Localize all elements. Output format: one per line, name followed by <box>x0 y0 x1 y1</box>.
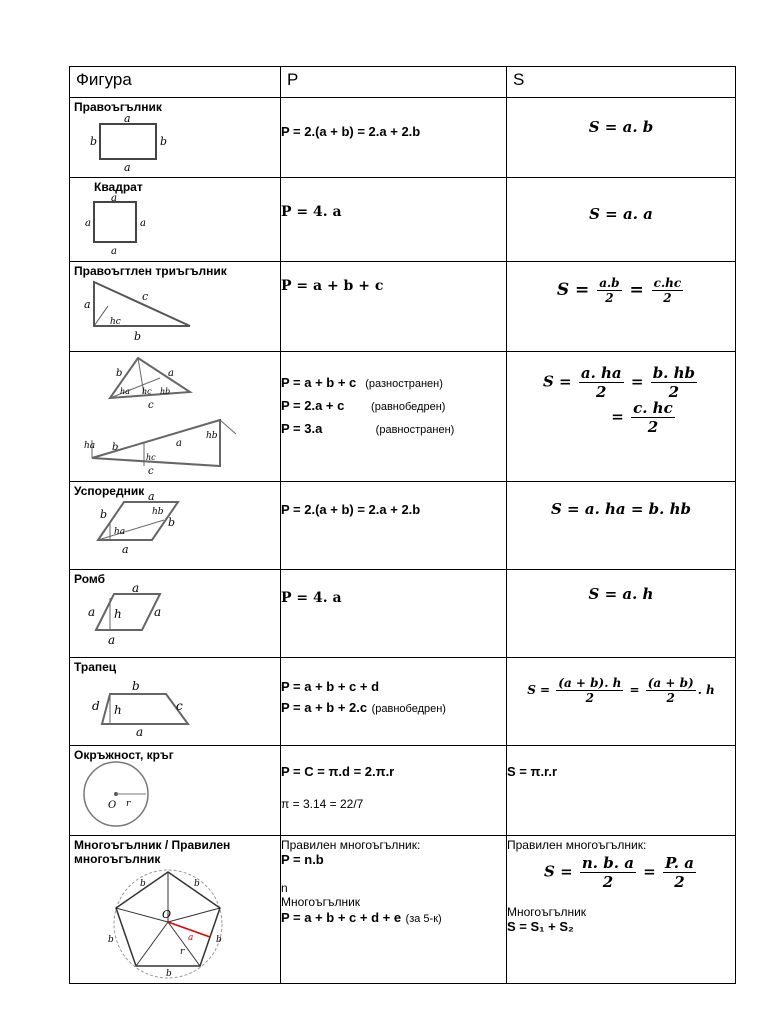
fraction-denominator: 2 <box>647 418 659 436</box>
svg-text:b: b <box>140 879 146 889</box>
svg-text:b: b <box>194 879 200 889</box>
area-fraction <box>579 364 624 401</box>
perimeter-cell-rhombus <box>281 570 507 658</box>
label-b: b <box>90 135 98 148</box>
svg-text:c: c <box>142 290 149 303</box>
perimeter-formula: P = a + b + c <box>281 375 357 390</box>
svg-text:a: a <box>148 490 155 503</box>
area-cell-polygon <box>507 836 736 984</box>
svg-text:hb: hb <box>206 431 218 441</box>
figure-cell-square <box>70 178 281 262</box>
area-fraction <box>652 276 684 305</box>
area-cell-trapezoid <box>507 658 736 746</box>
row-parallelogram <box>70 482 736 570</box>
svg-text:a: a <box>85 218 91 229</box>
area-lhs: S = <box>544 862 573 881</box>
header-area: S <box>507 67 736 98</box>
svg-text:a: a <box>140 218 146 229</box>
area-lhs: S = <box>542 372 572 391</box>
svg-text:hc: hc <box>110 317 121 327</box>
perimeter-formula: P = 4. a <box>281 204 342 220</box>
triangle-type-note: (разностранен) <box>365 378 443 390</box>
area-formula-polygon: S = S₁ + S₂ <box>507 919 574 934</box>
row-rhombus <box>70 570 736 658</box>
triangle-type-note: (равнобедрен) <box>371 401 446 413</box>
area-fraction <box>651 364 697 401</box>
rhombus-figure <box>70 581 266 652</box>
area-formula: S = a. h <box>588 585 654 603</box>
area-formula: S = a. b <box>588 118 654 136</box>
polygon-note: (за 5-к) <box>405 913 442 925</box>
figure-cell-polygon <box>70 836 281 984</box>
perimeter-formula: P = 2.(a + b) = 2.a + 2.b <box>281 502 421 517</box>
area-lhs: S = <box>527 683 551 697</box>
figure-name: Ромб <box>74 572 106 586</box>
svg-text:c: c <box>148 466 154 477</box>
fraction-numerator: a.b <box>599 276 620 290</box>
label-b: b <box>160 135 168 148</box>
trapezoid-figure <box>70 674 266 740</box>
perimeter-formula-regular: P = n.b <box>281 852 324 867</box>
svg-text:b: b <box>116 368 123 379</box>
perimeter-equilateral <box>281 418 506 441</box>
perimeter-cell-circle <box>281 746 507 836</box>
variable-n: n <box>281 881 288 895</box>
svg-text:b: b <box>216 935 222 945</box>
fraction-denominator: 2 <box>596 383 607 401</box>
fraction-denominator: 2 <box>605 291 614 305</box>
svg-text:b: b <box>168 516 176 529</box>
perimeter-cell-trapezoid <box>281 658 507 746</box>
equals-sign: = <box>630 372 644 391</box>
perimeter-formula: P = 4. a <box>281 590 342 606</box>
perimeter-formula: P = a + b + c + d + e <box>281 910 402 925</box>
svg-text:a: a <box>154 605 162 619</box>
svg-text:O: O <box>108 800 117 811</box>
square-figure <box>70 194 266 256</box>
figure-cell-rhombus <box>70 570 281 658</box>
fraction-numerator: c.hc <box>653 276 682 290</box>
fraction-numerator: b. hb <box>652 364 696 382</box>
area-cell-parallelogram <box>507 482 736 570</box>
area-fraction <box>646 676 696 705</box>
figure-cell-triangle <box>70 352 281 482</box>
pentagon-figure <box>70 866 266 978</box>
figure-name: Многоъгълник / Правилен многоъгълник <box>74 838 231 866</box>
perimeter-formula: P = a + b + 2.c <box>281 700 368 715</box>
svg-text:hc: hc <box>146 453 156 462</box>
area-formula-continued <box>553 399 735 436</box>
figure-cell-circle <box>70 746 281 836</box>
regular-polygon-label: Правилен многоъгълник: <box>507 838 647 852</box>
fraction-numerator: a. ha <box>580 364 622 382</box>
svg-text:a: a <box>176 438 182 449</box>
area-cell-right-triangle <box>507 262 736 352</box>
svg-text:b: b <box>108 935 114 945</box>
svg-text:a: a <box>111 193 117 204</box>
perimeter-formula: P = a + b + c <box>281 278 384 294</box>
figure-name: Окръжност, кръг <box>74 748 174 762</box>
figure-name: Трапец <box>74 660 117 674</box>
fraction-numerator: (a + b) <box>647 676 694 690</box>
area-cell-rhombus <box>507 570 736 658</box>
circle-figure <box>70 762 266 830</box>
area-cell-circle <box>507 746 736 836</box>
area-formula <box>507 276 735 305</box>
perimeter-formula-polygon-line <box>281 909 506 927</box>
row-trapezoid <box>70 658 736 746</box>
perimeter-formula: P = 2.a + c <box>281 398 345 413</box>
svg-text:b: b <box>100 508 108 521</box>
perimeter-cell-rectangle <box>281 98 507 178</box>
fraction-numerator: P. a <box>664 854 694 872</box>
perimeter-cell-parallelogram <box>281 482 507 570</box>
right-triangle-figure <box>70 278 266 346</box>
svg-text:b: b <box>112 442 119 453</box>
area-formula: S = π.r.r <box>507 764 558 779</box>
svg-text:ha: ha <box>120 387 130 396</box>
svg-text:a: a <box>84 298 91 311</box>
fraction-denominator: 2 <box>585 691 594 705</box>
svg-text:c: c <box>176 699 183 713</box>
equals-sign: = <box>643 862 656 881</box>
row-circle <box>70 746 736 836</box>
area-cell-square <box>507 178 736 262</box>
label-a: a <box>124 161 131 174</box>
perimeter-isosceles-trapezoid <box>281 697 506 720</box>
area-fraction <box>597 276 621 305</box>
perimeter-formula: P = a + b + c + d <box>281 679 380 694</box>
svg-text:b: b <box>132 679 140 693</box>
formula-table <box>69 66 736 984</box>
area-fraction <box>556 676 623 705</box>
label-a: a <box>124 112 131 125</box>
figure-name: Успоредник <box>74 484 145 498</box>
svg-text:hb: hb <box>160 387 171 396</box>
regular-polygon-label: Правилен многоъгълник: <box>281 838 421 852</box>
figure-name: Правоъгтлен триъгълник <box>74 264 227 278</box>
header-row <box>70 67 736 98</box>
triangle-type-note: (равностранен) <box>375 424 455 436</box>
area-cell-rectangle <box>507 98 736 178</box>
svg-text:hb: hb <box>152 507 164 517</box>
svg-text:a: a <box>108 633 116 647</box>
figure-cell-parallelogram <box>70 482 281 570</box>
area-fraction <box>663 854 696 891</box>
svg-text:O: O <box>162 908 172 921</box>
row-triangle <box>70 352 736 482</box>
perimeter-formula: P = 2.(a + b) = 2.a + 2.b <box>281 124 421 139</box>
fraction-denominator: 2 <box>602 873 614 891</box>
equals-sign: = <box>629 280 644 300</box>
svg-text:a: a <box>168 368 174 379</box>
figure-cell-trapezoid <box>70 658 281 746</box>
trapezoid-type-note: (равнобедрен) <box>371 703 446 715</box>
area-formula-regular <box>507 854 735 891</box>
row-square <box>70 178 736 262</box>
area-formula: S = a. a <box>589 205 653 223</box>
rectangle-figure <box>70 114 266 172</box>
svg-text:b: b <box>166 969 172 979</box>
perimeter-cell-square <box>281 178 507 262</box>
svg-text:r: r <box>126 799 131 809</box>
svg-text:h: h <box>114 703 122 717</box>
fraction-numerator: (a + b). h <box>558 676 622 690</box>
polygon-label: Многоъгълник <box>507 905 587 919</box>
header-figure: Фигура <box>70 67 281 98</box>
equals-sign: = <box>629 683 640 697</box>
svg-text:ha: ha <box>84 441 96 451</box>
svg-text:a: a <box>88 605 96 619</box>
fraction-denominator: 2 <box>668 383 680 401</box>
fraction-denominator: 2 <box>674 873 685 891</box>
perimeter-formula: P = C = π.d = 2.π.r <box>281 764 395 779</box>
area-tail: . h <box>697 683 715 697</box>
svg-text:a: a <box>111 246 117 257</box>
figure-name: Правоъгълник <box>74 100 162 114</box>
area-formula: S = a. ha = b. hb <box>551 500 691 518</box>
row-right-triangle <box>70 262 736 352</box>
perimeter-cell-polygon <box>281 836 507 984</box>
area-cell-triangle <box>507 352 736 482</box>
svg-text:r: r <box>180 947 185 957</box>
svg-text:c: c <box>148 400 154 411</box>
svg-text:ha: ha <box>114 527 126 537</box>
row-rectangle <box>70 98 736 178</box>
svg-text:hc: hc <box>142 387 152 396</box>
fraction-denominator: 2 <box>666 691 675 705</box>
svg-text:a: a <box>188 933 194 943</box>
figure-name: Квадрат <box>94 180 143 194</box>
triangle-figure <box>70 352 266 476</box>
perimeter-formula: P = 3.a <box>281 421 323 436</box>
svg-text:b: b <box>134 330 142 343</box>
perimeter-scalene <box>281 372 506 395</box>
area-lhs: S = <box>556 280 590 300</box>
polygon-label: Многоъгълник <box>281 895 361 909</box>
perimeter-cell-triangle <box>281 352 507 482</box>
header-perimeter: P <box>281 67 507 98</box>
svg-text:a: a <box>136 725 144 739</box>
figure-cell-right-triangle <box>70 262 281 352</box>
area-formula <box>507 364 735 401</box>
svg-text:d: d <box>92 699 100 713</box>
pi-value: π = 3.14 = 22/7 <box>281 797 364 811</box>
perimeter-isosceles <box>281 395 506 418</box>
fraction-numerator: c. hc <box>633 399 673 417</box>
figure-cell-rectangle <box>70 98 281 178</box>
fraction-numerator: n. b. a <box>581 854 634 872</box>
area-fraction <box>580 854 636 891</box>
equals-sign: = <box>611 407 624 426</box>
area-formula <box>507 676 735 705</box>
row-polygon <box>70 836 736 984</box>
area-fraction <box>631 399 675 436</box>
svg-text:h: h <box>114 607 122 621</box>
perimeter-cell-right-triangle <box>281 262 507 352</box>
svg-text:a: a <box>132 581 140 595</box>
svg-text:a: a <box>122 543 129 556</box>
fraction-denominator: 2 <box>663 291 672 305</box>
